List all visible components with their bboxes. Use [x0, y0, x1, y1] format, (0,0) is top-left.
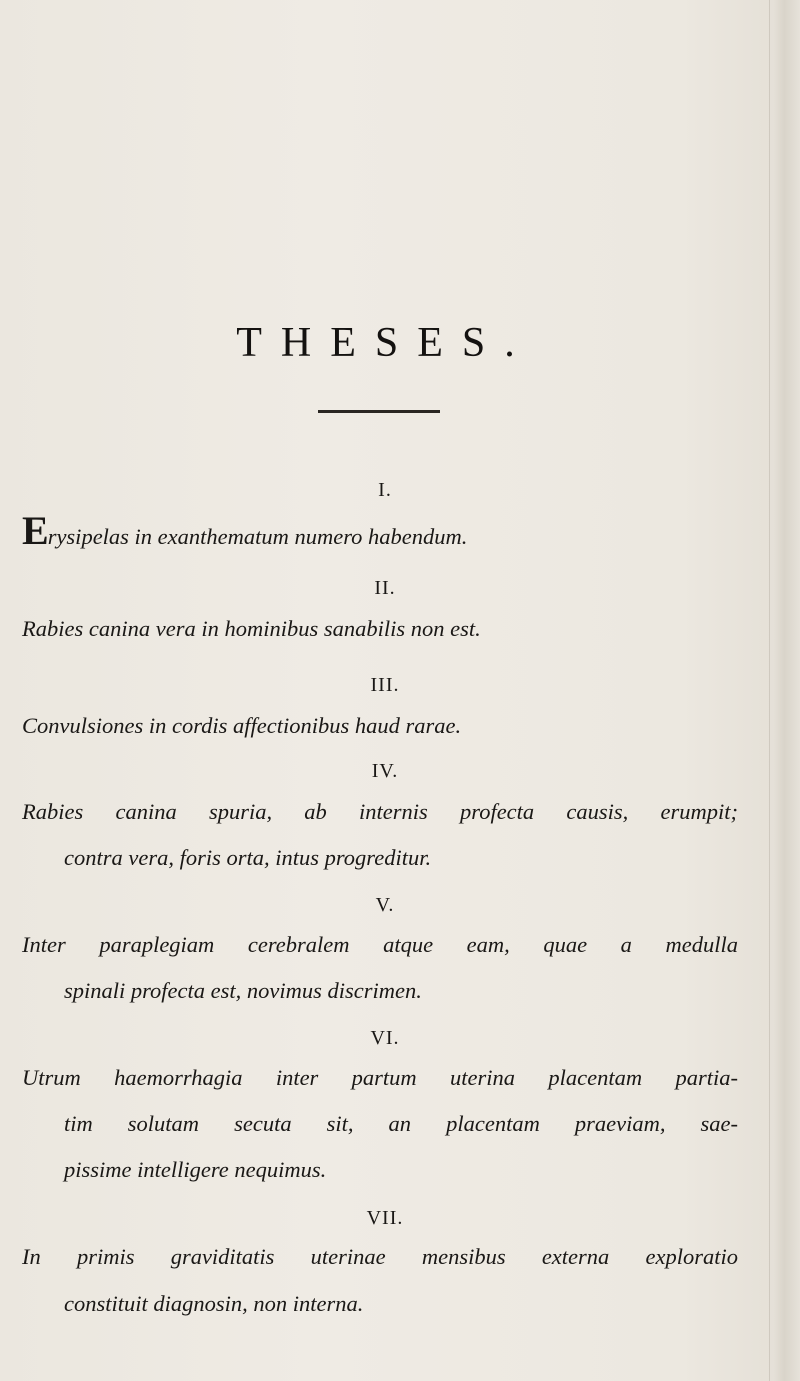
thesis-4-line-1: Rabies canina spuria, ab internis profecta causis, erumpit;	[22, 799, 738, 824]
thesis-7-line-1: In primis graviditatis uterinae mensibus externa exploratio	[22, 1244, 738, 1269]
page-title: THESES.	[236, 320, 534, 366]
thesis-5-numeral: V.	[375, 894, 395, 916]
thesis-6-line-2: tim solutam secuta sit, an placentam praeviam, sae-	[64, 1111, 738, 1136]
drop-initial: E	[22, 508, 48, 553]
thesis-6-numeral: VI.	[370, 1027, 400, 1049]
thesis-1-line-1	[22, 508, 468, 553]
thesis-2-numeral: II.	[374, 577, 396, 599]
thesis-1-numeral: I.	[378, 479, 392, 501]
thesis-7-numeral: VII.	[366, 1207, 404, 1229]
thesis-5-line-2: spinali profecta est, novimus discrimen.	[64, 978, 422, 1003]
thesis-6-line-1: Utrum haemorrhagia inter partum uterina placentam partia-	[22, 1065, 738, 1090]
page-edge-shadow	[774, 0, 800, 1381]
title-rule	[318, 410, 440, 413]
thesis-4-line-2: contra vera, foris orta, intus progreditur.	[64, 845, 432, 870]
thesis-3-line-1: Convulsiones in cordis affectionibus haud rarae.	[22, 713, 462, 738]
thesis-2-line-1: Rabies canina vera in hominibus sanabilis non est.	[22, 616, 481, 641]
thesis-7-line-2: constituit diagnosin, non interna.	[64, 1291, 364, 1316]
thesis-6-line-3: pissime intelligere nequimus.	[64, 1157, 327, 1182]
thesis-1-line-1-text: rysipelas in exanthematum numero habendum.	[47, 524, 468, 549]
thesis-3-numeral: III.	[370, 674, 400, 696]
thesis-5-line-1: Inter paraplegiam cerebralem atque eam, quae a medulla	[22, 932, 738, 957]
thesis-4-numeral: IV.	[371, 760, 399, 782]
